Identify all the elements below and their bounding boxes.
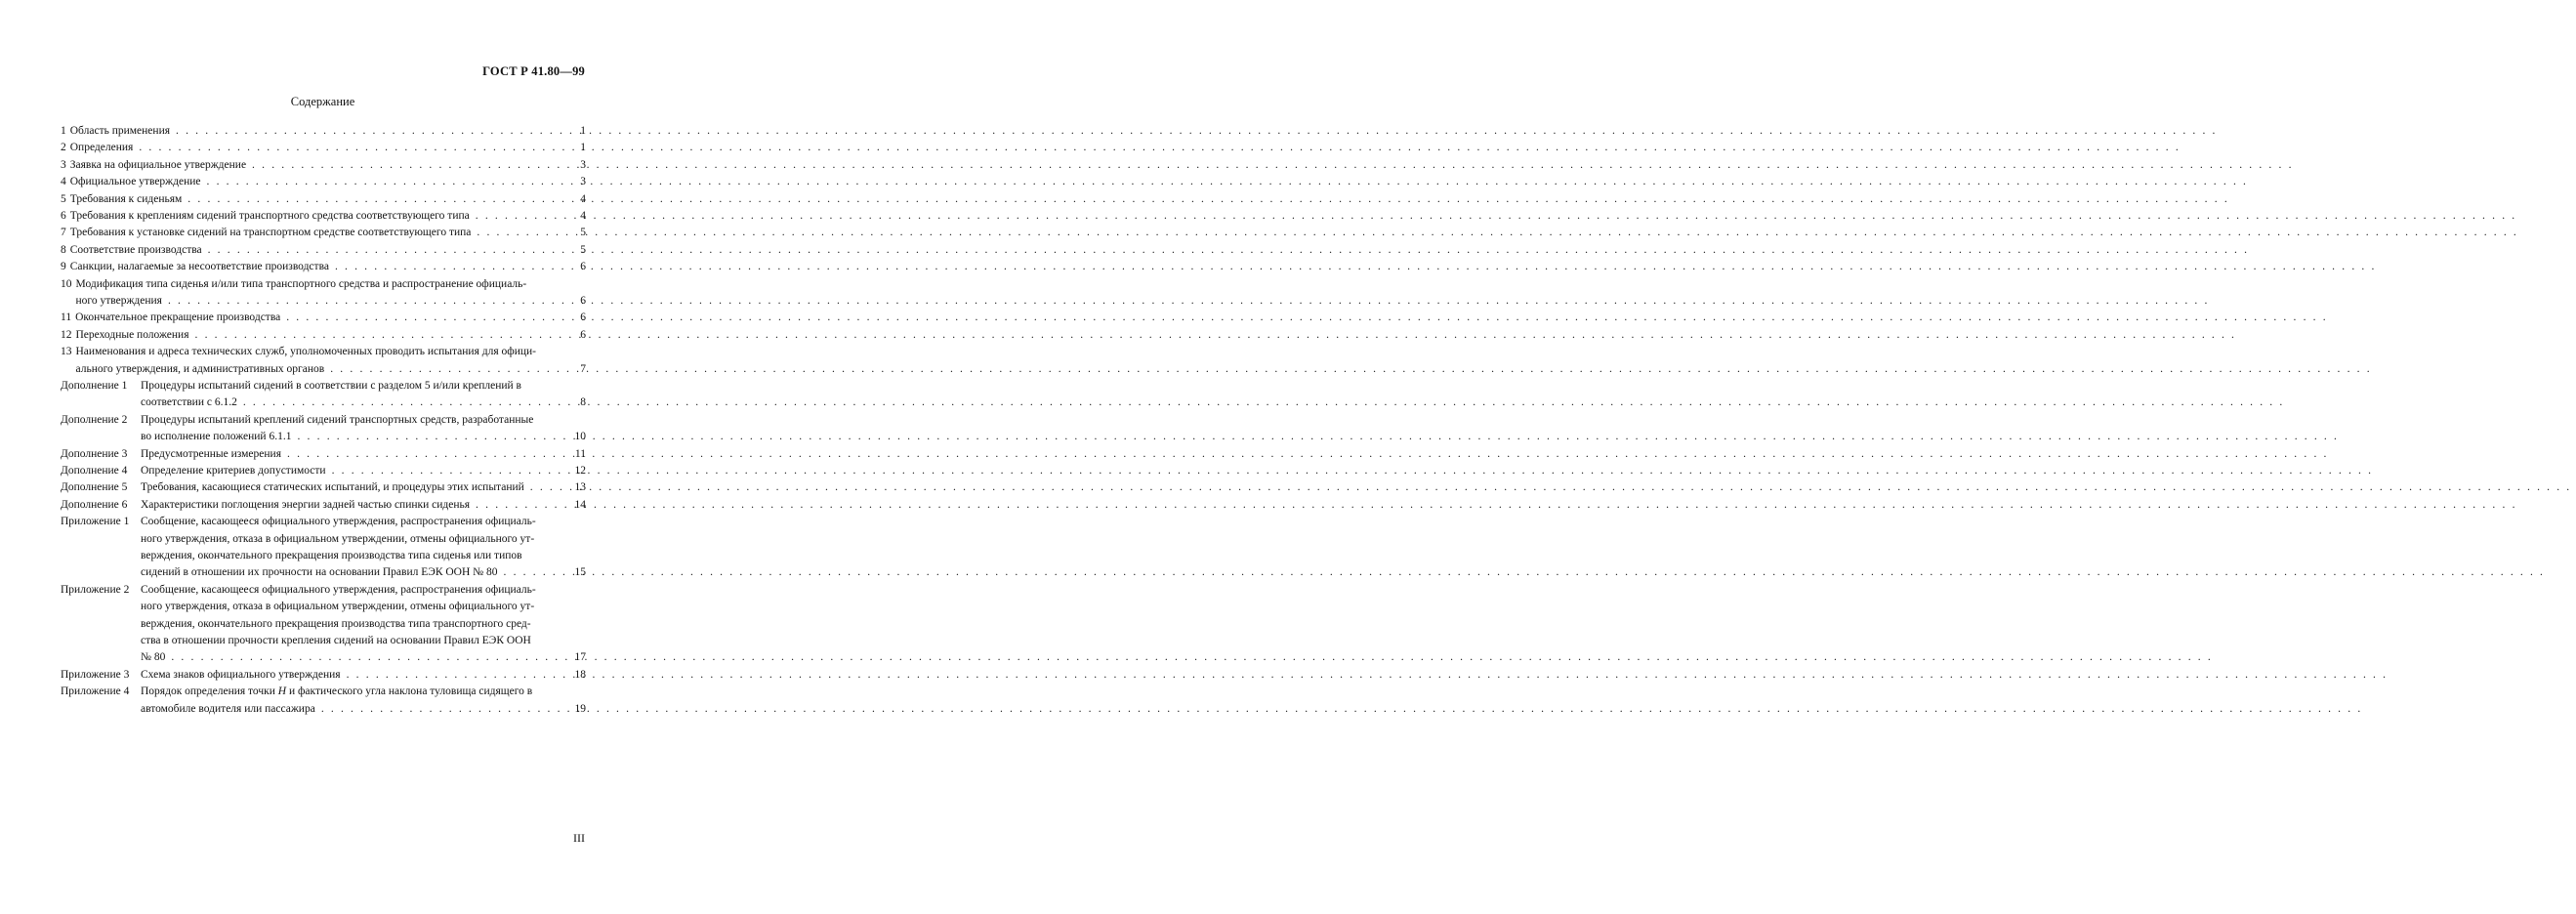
toc-entry[interactable] xyxy=(61,174,586,190)
dot-leader xyxy=(281,446,564,463)
dot-leader xyxy=(524,479,564,496)
toc-page-number: 15 xyxy=(574,566,586,579)
toc-entry-text: во исполнение положений 6.1.1 xyxy=(141,431,292,443)
toc-page-number: 12 xyxy=(574,465,586,477)
toc-entry[interactable] xyxy=(61,157,586,174)
toc-entry-text: ного утверждения, отказа в официальном утверждении, отмены официального ут- xyxy=(141,532,535,545)
toc-entry-text: Заявка на официальное утверждение xyxy=(69,158,247,171)
dot-leader xyxy=(170,123,564,140)
dot-leader xyxy=(326,463,564,479)
toc-entry-text: Характеристики поглощения энергии задней частью спинки сиденья xyxy=(141,498,471,511)
dot-leader xyxy=(165,649,564,666)
dot-leader xyxy=(280,310,564,326)
toc-page-number: 6 xyxy=(580,261,586,273)
toc-entry-text: Санкции, налагаемые за несоответствие производства xyxy=(69,261,329,273)
toc-entry-label: Дополнение 4 xyxy=(61,465,128,477)
toc-title: Содержание xyxy=(290,95,355,108)
toc-entry-label: 7 xyxy=(61,227,66,239)
toc-page-number: 13 xyxy=(574,481,586,494)
toc-entry-label: 3 xyxy=(61,158,66,171)
toc-entry-text: верждения, окончательного прекращения производства типа сиденья или типов xyxy=(141,550,522,561)
toc-entry-text: Процедуры испытаний креплений сидений транспортных средств, разработанные xyxy=(141,413,534,426)
toc-entry-label: Дополнение 5 xyxy=(61,481,128,494)
toc-entry-text: ального утверждения, и административных органов xyxy=(75,362,325,375)
toc-entry-text: Порядок определения точки H и фактического угла наклона туловища сидящего в xyxy=(141,686,533,698)
toc-entry-text: Требования к установке сидений на транспортном средстве соответствующего типа xyxy=(69,227,472,239)
toc-page-number: 5 xyxy=(580,243,586,256)
toc-page-number: 5 xyxy=(580,227,586,239)
toc-page-number: 4 xyxy=(580,192,586,205)
toc-entry-label: 12 xyxy=(61,328,72,341)
toc-page-number: 4 xyxy=(580,210,586,223)
toc-entry-text: автомобиле водителя или пассажира xyxy=(141,702,315,715)
toc-entry-label: 2 xyxy=(61,142,66,154)
toc-entry-text: Область применения xyxy=(69,125,171,137)
toc-page-number: 7 xyxy=(580,362,586,375)
toc-entry[interactable] xyxy=(61,344,586,378)
toc-entry[interactable] xyxy=(61,259,586,275)
toc-entry[interactable] xyxy=(61,497,586,514)
dot-leader xyxy=(470,208,564,225)
toc-entry[interactable] xyxy=(61,225,586,241)
toc-entry-text: Сообщение, касающееся официального утверждения, распространения официаль- xyxy=(141,516,536,528)
toc-entry-label: 11 xyxy=(61,312,72,324)
toc-entry-text: Определение критериев допустимости xyxy=(141,465,326,477)
toc-entry-label: Дополнение 3 xyxy=(61,447,128,460)
toc-entry-label: 6 xyxy=(61,210,66,223)
toc-entry-text: Схема знаков официального утверждения xyxy=(141,668,341,681)
toc-page-number: 1 xyxy=(580,125,586,137)
toc-entry[interactable] xyxy=(61,412,586,446)
page-number: III xyxy=(573,831,585,845)
toc-entry-label: Приложение 1 xyxy=(61,516,130,528)
toc-page-number: 8 xyxy=(580,396,586,409)
toc-entry-text: сидений в отношении их прочности на основании Правил ЕЭК ООН № 80 xyxy=(141,566,498,579)
toc-page-number: 6 xyxy=(580,295,586,308)
toc-entry[interactable] xyxy=(61,514,586,582)
toc-entry-text: ства в отношении прочности крепления сидений на основании Правил ЕЭК ООН xyxy=(141,634,531,646)
toc-entry-label: Дополнение 2 xyxy=(61,413,128,426)
dot-leader xyxy=(291,429,564,445)
toc-entry-text: № 80 xyxy=(141,651,166,664)
toc-entry[interactable] xyxy=(61,479,586,496)
toc-page-number: 14 xyxy=(574,498,586,511)
dot-leader xyxy=(498,564,564,581)
dot-leader xyxy=(182,191,564,208)
toc-entry-text: Процедуры испытаний сидений в соответствии с разделом 5 и/или креплений в xyxy=(141,380,521,393)
toc-entry-label: 10 xyxy=(61,277,72,290)
toc-entry-label: Приложение 3 xyxy=(61,668,130,681)
toc-entry-text: Переходные положения xyxy=(75,328,189,341)
toc-entry[interactable] xyxy=(61,667,586,684)
toc-entry-text: Официальное утверждение xyxy=(69,176,201,188)
toc-entry-text: Требования к креплениям сидений транспортного средства соответствующего типа xyxy=(69,210,470,223)
document-code: ГОСТ Р 41.80—99 xyxy=(482,64,585,78)
toc-entry-text: Наименования и адреса технических служб, уполномоченных проводить испытания для офици- xyxy=(75,346,536,358)
toc-entry[interactable] xyxy=(61,582,586,667)
toc-entry-text: ного утверждения, отказа в официальном утверждении, отмены официального ут- xyxy=(141,601,535,613)
toc-entry-label: Дополнение 1 xyxy=(61,380,128,393)
toc-entry-label: 9 xyxy=(61,261,66,273)
toc-entry-label: Приложение 2 xyxy=(61,583,130,596)
toc-page-number: 3 xyxy=(580,158,586,171)
toc-entry-label: Приложение 4 xyxy=(61,686,130,698)
toc-page-number: 6 xyxy=(580,312,586,324)
toc-page-number: 3 xyxy=(580,176,586,188)
toc-entry-text: соответствии с 6.1.2 xyxy=(141,396,237,409)
toc-entry-text: Предусмотренные измерения xyxy=(141,447,281,460)
toc-entry-label: 1 xyxy=(61,125,66,137)
toc-entry-label: 13 xyxy=(61,346,72,358)
document-page xyxy=(0,0,645,914)
toc-entry-label: 5 xyxy=(61,192,66,205)
toc-entry-text: Определения xyxy=(69,142,134,154)
toc-entry[interactable] xyxy=(61,140,586,156)
toc-entry[interactable] xyxy=(61,378,586,412)
dot-leader xyxy=(237,395,564,411)
dot-leader xyxy=(202,242,564,259)
dot-leader xyxy=(162,293,564,310)
toc-entry-text: ного утверждения xyxy=(75,295,162,308)
toc-entry[interactable] xyxy=(61,191,586,208)
dot-leader xyxy=(315,701,564,718)
dot-leader xyxy=(133,140,564,156)
toc-page-number: 11 xyxy=(574,447,586,460)
toc-entry[interactable] xyxy=(61,327,586,344)
toc-entry-text: Требования, касающиеся статических испытаний, и процедуры этих испытаний xyxy=(141,481,524,494)
toc-entry-text: верждения, окончательного прекращения производства типа транспортного сред- xyxy=(141,617,531,630)
table-of-contents xyxy=(61,123,586,718)
toc-entry[interactable] xyxy=(61,276,586,311)
toc-entry-text: Сообщение, касающееся официального утверждения, распространения официаль- xyxy=(141,583,536,596)
toc-entry[interactable] xyxy=(61,684,586,718)
toc-entry[interactable] xyxy=(61,123,586,140)
toc-page-number: 6 xyxy=(580,328,586,341)
dot-leader xyxy=(329,259,564,275)
dot-leader xyxy=(341,667,564,684)
dot-leader xyxy=(324,361,564,378)
toc-entry-text: Требования к сиденьям xyxy=(69,192,183,205)
dot-leader xyxy=(470,497,564,514)
toc-entry-text: Окончательное прекращение производства xyxy=(75,312,281,324)
toc-entry[interactable] xyxy=(61,463,586,479)
toc-entry-label: 8 xyxy=(61,243,66,256)
toc-page-number: 18 xyxy=(574,668,586,681)
toc-entry[interactable] xyxy=(61,242,586,259)
dot-leader xyxy=(189,327,564,344)
toc-entry[interactable] xyxy=(61,310,586,326)
dot-leader xyxy=(201,174,565,190)
dot-leader xyxy=(246,157,564,174)
toc-page-number: 19 xyxy=(574,702,586,715)
toc-page-number: 17 xyxy=(574,651,586,664)
toc-entry-text: Соответствие производства xyxy=(69,243,202,256)
dot-leader xyxy=(471,225,564,241)
toc-entry-text: Модификация типа сиденья и/или типа транспортного средства и распространение официаль- xyxy=(75,277,527,290)
toc-entry-label: Дополнение 6 xyxy=(61,498,128,511)
toc-entry[interactable] xyxy=(61,208,586,225)
toc-entry-label: 4 xyxy=(61,176,66,188)
toc-page-number: 10 xyxy=(574,431,586,443)
toc-entry[interactable] xyxy=(61,446,586,463)
toc-page-number: 1 xyxy=(580,142,586,154)
